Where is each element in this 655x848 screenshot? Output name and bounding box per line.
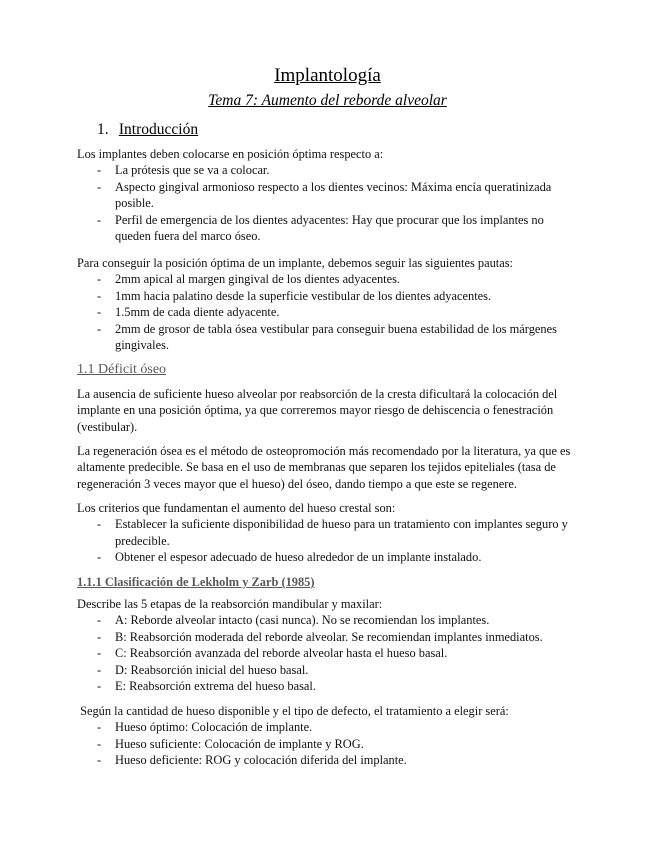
paragraph: La regeneración ósea es el método de osteopromoción más recomendado por la literatura, ya que es altamente predecible. Se basa en el uso de membranas que separen los tejidos epiteliales (tasa de regeneración 3 veces mayor que el hueso) del óseo, dando tiempo a que este se regenere.: [77, 444, 571, 491]
section-1-list: [77, 162, 582, 244]
list-item: - D: Reabsorción inicial del hueso basal.: [77, 662, 582, 678]
section-1-body: [77, 146, 582, 244]
section-1-1-para-2: [77, 443, 582, 492]
section-1-1-list: [77, 516, 582, 565]
list-item: - 1.5mm de cada diente adyacente.: [77, 304, 582, 320]
list-item: - Hueso suficiente: Colocación de implante y ROG.: [77, 736, 582, 752]
section-1-1-1-body: [77, 596, 582, 694]
list-item: - B: Reabsorción moderada del reborde alveolar. Se recomiendan implantes inmediatos.: [77, 629, 582, 645]
list-item: - Obtener el espesor adecuado de hueso alrededor de un implante instalado.: [77, 549, 582, 565]
list-item: - Aspecto gingival armonioso respecto a los dientes vecinos: Máxima encía queratinizada posible.: [77, 179, 582, 212]
list-item: - 2mm apical al margen gingival de los dientes adyacentes.: [77, 271, 582, 287]
list-item: - Perfil de emergencia de los dientes adyacentes: Hay que procurar que los implantes no queden fuera del marco óseo.: [77, 212, 582, 245]
list-item: - E: Reabsorción extrema del hueso basal.: [77, 678, 582, 694]
section-1-1-1-intro-2: Según la cantidad de hueso disponible y el tipo de defecto, el tratamiento a elegir será:: [77, 704, 509, 718]
section-1-1-heading: 1.1 Déficit óseo: [77, 362, 167, 377]
section-1-1-criteria: [77, 500, 582, 566]
list-item: - La prótesis que se va a colocar.: [77, 162, 582, 178]
section-1-title: Introducción: [118, 121, 199, 138]
list-item: - C: Reabsorción avanzada del reborde alveolar hasta el hueso basal.: [77, 645, 582, 661]
section-1-heading: [97, 120, 198, 140]
paragraph: La ausencia de suficiente hueso alveolar por reabsorción de la cresta dificultará la colocación del implante en una posición óptima, ya que correremos mayor riesgo de dehiscencia o fenestración (vestibular).: [77, 387, 558, 434]
list-item: - 1mm hacia palatino desde la superficie vestibular de los dientes adyacentes.: [77, 288, 582, 304]
section-1-1-1-treatment: [77, 703, 582, 769]
section-1-guidelines: [77, 255, 582, 353]
section-1-1-1-list: [77, 612, 582, 694]
section-1-1-para-1: [77, 386, 582, 435]
list-item: - A: Reborde alveolar intacto (casi nunca). No se recomiendan los implantes.: [77, 612, 582, 628]
document-subtitle: Tema 7: Aumento del reborde alveolar: [208, 92, 447, 109]
section-1-1-1-list-2: [77, 719, 582, 768]
section-1-1-1-heading: 1.1.1 Clasificación de Lekholm y Zarb (1985): [77, 575, 315, 589]
list-item: - Hueso deficiente: ROG y colocación diferida del implante.: [77, 752, 582, 768]
section-1-1-intro: Los criterios que fundamentan el aumento del hueso crestal son:: [77, 501, 396, 515]
section-1-1-1-intro: Describe las 5 etapas de la reabsorción mandibular y maxilar:: [77, 597, 383, 611]
list-item: - Hueso óptimo: Colocación de implante.: [77, 719, 582, 735]
section-1-intro-2: Para conseguir la posición óptima de un implante, debemos seguir las siguientes pautas:: [77, 256, 513, 270]
document-title: Implantología: [274, 65, 381, 86]
section-1-number: 1.: [97, 121, 109, 138]
list-item: - Establecer la suficiente disponibilidad de hueso para un tratamiento con implantes seguro y predecible.: [77, 516, 582, 549]
section-1-list-2: [77, 271, 582, 353]
list-item: - 2mm de grosor de tabla ósea vestibular para conseguir buena estabilidad de los márgenes gingivales.: [77, 321, 582, 354]
section-1-intro: Los implantes deben colocarse en posición óptima respecto a:: [77, 147, 384, 161]
